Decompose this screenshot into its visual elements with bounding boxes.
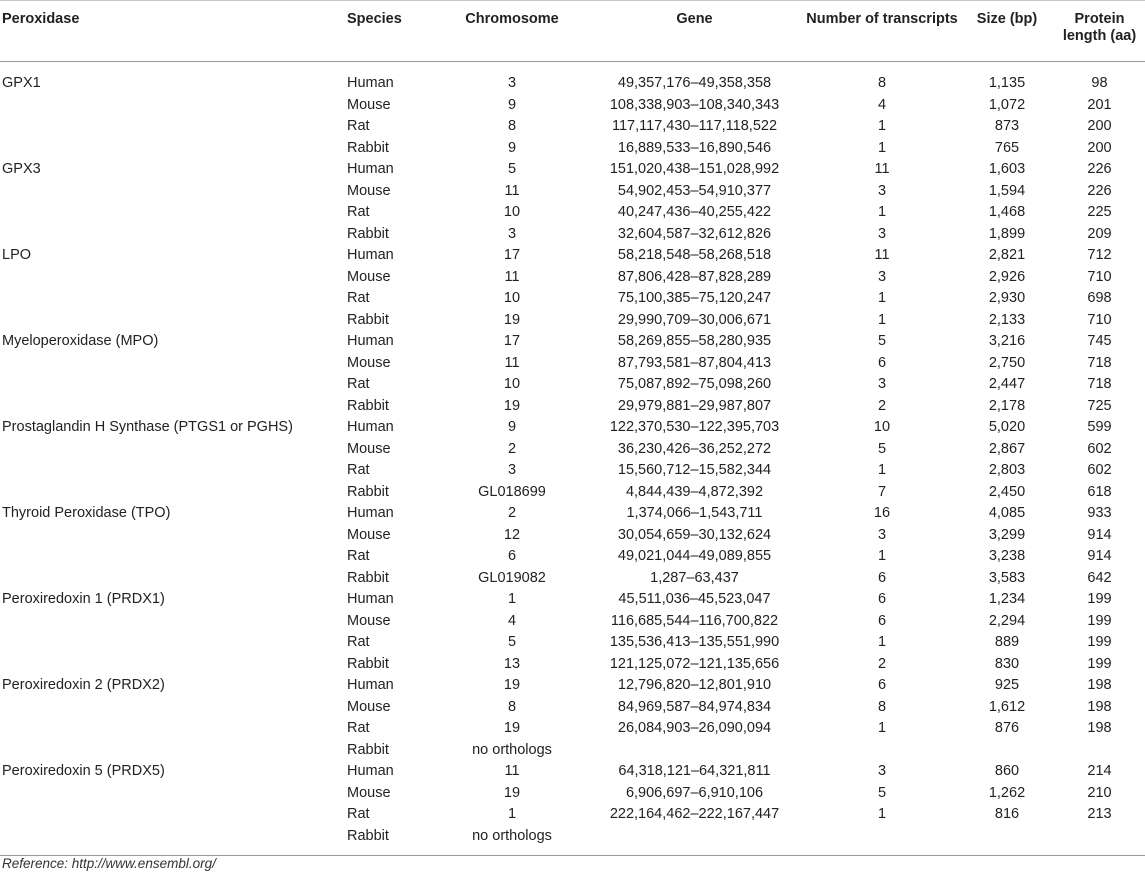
table-row xyxy=(0,568,1145,590)
table-row xyxy=(0,353,1145,375)
chromosome-cell: 4 xyxy=(507,612,517,629)
species-cell: Human xyxy=(347,161,394,177)
gene-cell: 6,906,697–6,910,106 xyxy=(625,784,764,801)
peroxidase-cell xyxy=(0,396,347,418)
gene-cell: 40,247,436–40,255,422 xyxy=(617,204,772,220)
chromosome-cell: 8 xyxy=(507,698,517,715)
species-cell: Mouse xyxy=(347,612,391,629)
table-row xyxy=(0,654,1145,676)
transcripts-cell: 1 xyxy=(877,720,887,736)
gene-cell: 117,117,430–117,118,522 xyxy=(611,118,778,134)
protein-length-cell: 718 xyxy=(1087,354,1112,371)
table-row xyxy=(0,761,1145,783)
gene-cell xyxy=(587,826,802,856)
size-cell: 816 xyxy=(994,806,1020,822)
size-cell: 876 xyxy=(994,720,1020,736)
table-row xyxy=(0,718,1145,740)
gene-cell: 135,536,413–135,551,990 xyxy=(609,634,780,650)
table-row xyxy=(0,202,1145,224)
gene-cell: 1,374,066–1,543,711 xyxy=(626,505,763,521)
species-cell: Mouse xyxy=(347,268,391,285)
species-cell: Mouse xyxy=(347,96,391,113)
protein-length-cell: 226 xyxy=(1087,161,1112,177)
table-row xyxy=(0,245,1145,267)
protein-length-cell: 200 xyxy=(1087,139,1112,156)
transcripts-cell: 3 xyxy=(877,182,887,199)
table-row xyxy=(0,374,1145,396)
size-cell: 860 xyxy=(994,763,1020,779)
species-cell: Human xyxy=(347,591,394,607)
species-cell: Rabbit xyxy=(347,139,389,156)
chromosome-cell: 5 xyxy=(507,634,517,650)
protein-length-cell: 200 xyxy=(1087,118,1112,134)
peroxidase-cell xyxy=(0,181,347,203)
size-cell: 1,072 xyxy=(988,96,1026,113)
size-cell: 5,020 xyxy=(988,419,1026,435)
peroxidase-cell: LPO xyxy=(2,247,32,263)
species-cell: Rat xyxy=(347,118,370,134)
peroxidase-cell xyxy=(0,611,347,633)
chromosome-cell: 12 xyxy=(503,526,521,543)
protein-length-cell: 698 xyxy=(1087,290,1112,306)
table-row xyxy=(0,589,1145,611)
species-cell: Human xyxy=(347,763,394,779)
chromosome-cell: 10 xyxy=(503,290,521,306)
size-cell: 3,299 xyxy=(988,526,1026,543)
col-header-transcripts: Number of transcripts xyxy=(802,1,962,62)
chromosome-cell: 19 xyxy=(503,677,521,693)
gene-cell: 12,796,820–12,801,910 xyxy=(617,677,772,693)
species-cell: Rat xyxy=(347,548,370,564)
protein-length-cell: 725 xyxy=(1087,397,1112,414)
col-header-gene: Gene xyxy=(587,1,802,62)
species-cell: Rat xyxy=(347,720,370,736)
table-row xyxy=(0,525,1145,547)
protein-length-cell: 199 xyxy=(1087,612,1112,629)
transcripts-cell: 1 xyxy=(877,548,887,564)
peroxidase-cell: Peroxiredoxin 5 (PRDX5) xyxy=(2,763,165,779)
transcripts-cell: 3 xyxy=(877,225,887,242)
reference-note: Reference: http://www.ensembl.org/ xyxy=(2,856,216,871)
peroxidase-cell: GPX1 xyxy=(2,75,41,91)
table-row xyxy=(0,460,1145,482)
table-row xyxy=(0,62,1145,95)
transcripts-cell: 1 xyxy=(877,139,887,156)
transcripts-cell: 8 xyxy=(877,698,887,715)
transcripts-cell: 16 xyxy=(873,505,891,521)
peroxidase-cell xyxy=(0,568,347,590)
transcripts-cell: 11 xyxy=(874,161,890,177)
transcripts-cell: 1 xyxy=(877,634,887,650)
chromosome-cell: 17 xyxy=(503,247,521,263)
species-cell: Rabbit xyxy=(347,397,389,414)
species-cell: Rabbit xyxy=(347,483,389,500)
peroxidase-cell xyxy=(0,288,347,310)
species-cell: Rabbit xyxy=(347,569,389,586)
protein-length-cell xyxy=(1052,740,1145,762)
table-row xyxy=(0,181,1145,203)
table-row xyxy=(0,288,1145,310)
chromosome-cell: 19 xyxy=(503,784,521,801)
gene-cell xyxy=(587,740,802,762)
species-cell: Rabbit xyxy=(347,741,389,758)
peroxidase-cell xyxy=(0,654,347,676)
chromosome-cell: 13 xyxy=(503,655,521,672)
table-row xyxy=(0,804,1145,826)
peroxidase-cell xyxy=(0,310,347,332)
protein-length-cell: 618 xyxy=(1087,483,1112,500)
peroxidase-cell: Peroxiredoxin 1 (PRDX1) xyxy=(2,591,165,607)
size-cell: 1,603 xyxy=(988,161,1026,177)
gene-cell: 49,021,044–49,089,855 xyxy=(617,548,772,564)
transcripts-cell: 6 xyxy=(877,612,887,629)
gene-cell: 84,969,587–84,974,834 xyxy=(617,698,772,715)
species-cell: Mouse xyxy=(347,440,391,457)
col-header-peroxidase: Peroxidase xyxy=(0,1,347,62)
size-cell: 889 xyxy=(994,634,1020,650)
gene-cell: 29,990,709–30,006,671 xyxy=(617,311,772,328)
protein-length-cell: 210 xyxy=(1087,784,1112,801)
species-cell: Human xyxy=(347,75,394,91)
size-cell: 1,594 xyxy=(988,182,1026,199)
chromosome-cell: 3 xyxy=(507,75,517,91)
peroxidase-cell xyxy=(0,460,347,482)
species-cell: Rat xyxy=(347,376,370,392)
peroxidase-cell xyxy=(0,116,347,138)
protein-length-cell: 914 xyxy=(1087,526,1112,543)
table-body xyxy=(0,62,1145,856)
size-cell: 1,135 xyxy=(988,75,1026,91)
table-row xyxy=(0,826,1145,856)
table-row xyxy=(0,138,1145,160)
protein-length-cell: 602 xyxy=(1087,440,1112,457)
species-cell: Rabbit xyxy=(347,225,389,242)
transcripts-cell: 8 xyxy=(877,75,887,91)
table-row xyxy=(0,267,1145,289)
chromosome-cell: GL019082 xyxy=(478,569,546,586)
chromosome-cell: 11 xyxy=(504,268,520,285)
peroxidase-cell xyxy=(0,353,347,375)
protein-length-cell: 209 xyxy=(1087,225,1112,242)
transcripts-cell: 1 xyxy=(877,118,887,134)
gene-cell: 54,902,453–54,910,377 xyxy=(617,182,772,199)
chromosome-cell: 11 xyxy=(504,763,520,779)
size-cell: 830 xyxy=(994,655,1020,672)
peroxidase-cell xyxy=(0,718,347,740)
table-row xyxy=(0,783,1145,805)
peroxidase-cell xyxy=(0,374,347,396)
protein-length-cell: 98 xyxy=(1091,75,1108,91)
transcripts-cell: 1 xyxy=(877,311,887,328)
size-cell: 3,238 xyxy=(988,548,1026,564)
transcripts-cell: 5 xyxy=(877,784,887,801)
protein-length-cell: 225 xyxy=(1087,204,1112,220)
transcripts-cell xyxy=(802,826,962,856)
table-row xyxy=(0,632,1145,654)
chromosome-cell: 6 xyxy=(507,548,517,564)
size-cell: 1,468 xyxy=(988,204,1026,220)
table-row xyxy=(0,159,1145,181)
size-cell: 4,085 xyxy=(988,505,1026,521)
protein-length-cell: 201 xyxy=(1087,96,1112,113)
transcripts-cell: 5 xyxy=(877,440,887,457)
protein-length-cell: 213 xyxy=(1087,806,1112,822)
peroxidase-cell xyxy=(0,138,347,160)
transcripts-cell: 3 xyxy=(877,268,887,285)
species-cell: Human xyxy=(347,419,394,435)
gene-cell: 87,793,581–87,804,413 xyxy=(617,354,772,371)
protein-length-cell: 198 xyxy=(1087,720,1112,736)
protein-length-cell: 226 xyxy=(1087,182,1112,199)
protein-length-cell: 642 xyxy=(1087,569,1112,586)
peroxidase-cell xyxy=(0,439,347,461)
gene-cell: 1,287–63,437 xyxy=(650,569,739,586)
species-cell: Rabbit xyxy=(347,311,389,328)
species-cell: Mouse xyxy=(347,784,391,801)
gene-cell: 26,084,903–26,090,094 xyxy=(617,720,772,736)
protein-length-cell: 718 xyxy=(1087,376,1112,392)
chromosome-cell: 17 xyxy=(503,333,521,349)
col-header-chromosome: Chromosome xyxy=(437,1,587,62)
protein-length-cell: 602 xyxy=(1087,462,1112,478)
gene-cell: 36,230,426–36,252,272 xyxy=(617,440,772,457)
species-cell: Rabbit xyxy=(347,655,389,672)
peroxidase-cell xyxy=(0,826,347,856)
gene-cell: 222,164,462–222,167,447 xyxy=(609,806,780,822)
table-row xyxy=(0,396,1145,418)
transcripts-cell: 1 xyxy=(877,462,887,478)
chromosome-cell: 5 xyxy=(507,161,517,177)
chromosome-cell: 19 xyxy=(503,720,521,736)
transcripts-cell: 11 xyxy=(874,247,890,263)
gene-cell: 151,020,438–151,028,992 xyxy=(609,161,780,177)
gene-cell: 87,806,428–87,828,289 xyxy=(617,268,772,285)
peroxidase-cell xyxy=(0,267,347,289)
chromosome-cell: 2 xyxy=(507,440,517,457)
gene-cell: 4,844,439–4,872,392 xyxy=(625,483,764,500)
size-cell: 1,899 xyxy=(988,225,1026,242)
gene-cell: 116,685,544–116,700,822 xyxy=(610,612,779,629)
transcripts-cell: 6 xyxy=(877,569,887,586)
size-cell: 1,234 xyxy=(988,591,1026,607)
protein-length-cell: 712 xyxy=(1087,247,1112,263)
protein-length-cell: 914 xyxy=(1087,548,1112,564)
table-row xyxy=(0,482,1145,504)
protein-length-cell: 933 xyxy=(1087,505,1112,521)
peroxidase-cell: GPX3 xyxy=(2,161,41,177)
size-cell: 2,867 xyxy=(988,440,1026,457)
peroxidase-cell xyxy=(0,95,347,117)
chromosome-cell: 19 xyxy=(503,311,521,328)
chromosome-cell: 3 xyxy=(507,462,517,478)
transcripts-cell: 3 xyxy=(877,763,887,779)
table-row xyxy=(0,675,1145,697)
chromosome-cell: GL018699 xyxy=(478,483,546,500)
species-cell: Mouse xyxy=(347,354,391,371)
protein-length-cell: 710 xyxy=(1087,311,1112,328)
chromosome-cell: no orthologs xyxy=(472,741,552,758)
transcripts-cell: 5 xyxy=(877,333,887,349)
protein-length-cell: 599 xyxy=(1087,419,1112,435)
species-cell: Rabbit xyxy=(347,826,437,856)
transcripts-cell: 2 xyxy=(877,397,887,414)
size-cell xyxy=(962,826,1052,856)
gene-cell: 122,370,530–122,395,703 xyxy=(609,419,780,435)
chromosome-cell: 3 xyxy=(507,225,517,242)
gene-cell: 32,604,587–32,612,826 xyxy=(617,225,772,242)
table-row xyxy=(0,331,1145,353)
size-cell: 2,133 xyxy=(988,311,1026,328)
peroxidase-cell xyxy=(0,482,347,504)
transcripts-cell: 1 xyxy=(877,204,887,220)
table-row xyxy=(0,503,1145,525)
peroxidase-cell xyxy=(0,804,347,826)
col-header-size: Size (bp) xyxy=(962,1,1052,62)
transcripts-cell: 3 xyxy=(877,526,887,543)
size-cell: 2,750 xyxy=(988,354,1026,371)
transcripts-cell: 1 xyxy=(877,806,887,822)
chromosome-cell: 11 xyxy=(504,182,520,199)
peroxidase-cell xyxy=(0,740,347,762)
table-row xyxy=(0,439,1145,461)
chromosome-cell: no orthologs xyxy=(437,826,587,856)
size-cell: 2,450 xyxy=(988,483,1026,500)
size-cell: 2,926 xyxy=(988,268,1026,285)
gene-cell: 30,054,659–30,132,624 xyxy=(617,526,772,543)
size-cell: 2,294 xyxy=(988,612,1026,629)
size-cell: 2,930 xyxy=(988,290,1026,306)
size-cell xyxy=(962,740,1052,762)
table-row xyxy=(0,224,1145,246)
chromosome-cell: 9 xyxy=(507,96,517,113)
peroxidase-cell xyxy=(0,697,347,719)
species-cell: Human xyxy=(347,247,394,263)
species-cell: Rat xyxy=(347,806,370,822)
protein-length-cell: 198 xyxy=(1087,677,1112,693)
size-cell: 3,216 xyxy=(988,333,1026,349)
size-cell: 2,447 xyxy=(988,376,1026,392)
species-cell: Mouse xyxy=(347,698,391,715)
transcripts-cell: 6 xyxy=(877,591,887,607)
col-header-protein-length: Protein length (aa) xyxy=(1052,1,1145,62)
size-cell: 925 xyxy=(994,677,1020,693)
peroxidase-cell: Peroxiredoxin 2 (PRDX2) xyxy=(2,677,165,693)
gene-cell: 45,511,036–45,523,047 xyxy=(618,591,771,607)
table-row xyxy=(0,116,1145,138)
table-row xyxy=(0,310,1145,332)
peroxidase-cell xyxy=(0,546,347,568)
table-row xyxy=(0,417,1145,439)
peroxidase-cell xyxy=(0,202,347,224)
gene-cell: 29,979,881–29,987,807 xyxy=(617,397,772,414)
transcripts-cell: 10 xyxy=(873,419,891,435)
protein-length-cell: 198 xyxy=(1087,698,1112,715)
peroxidase-cell: Prostaglandin H Synthase (PTGS1 or PGHS) xyxy=(2,419,293,435)
species-cell: Human xyxy=(347,505,394,521)
peroxidase-cell xyxy=(0,525,347,547)
table-row xyxy=(0,95,1145,117)
peroxidase-cell xyxy=(0,783,347,805)
size-cell: 2,821 xyxy=(988,247,1026,263)
header-row xyxy=(0,1,1145,62)
chromosome-cell: 1 xyxy=(507,591,517,607)
protein-length-cell xyxy=(1052,826,1145,856)
peroxidase-cell: Myeloperoxidase (MPO) xyxy=(2,333,159,349)
species-cell: Rat xyxy=(347,204,370,220)
table-row xyxy=(0,697,1145,719)
gene-cell: 121,125,072–121,135,656 xyxy=(609,655,780,672)
transcripts-cell: 6 xyxy=(877,354,887,371)
species-cell: Rat xyxy=(347,290,370,306)
transcripts-cell: 4 xyxy=(877,96,887,113)
size-cell: 873 xyxy=(994,118,1020,134)
gene-cell: 75,100,385–75,120,247 xyxy=(617,290,772,306)
size-cell: 1,612 xyxy=(988,698,1026,715)
table-row xyxy=(0,611,1145,633)
gene-cell: 75,087,892–75,098,260 xyxy=(617,376,772,392)
chromosome-cell: 11 xyxy=(504,354,520,371)
transcripts-cell: 7 xyxy=(877,483,887,500)
gene-cell: 15,560,712–15,582,344 xyxy=(617,462,772,478)
protein-length-cell: 745 xyxy=(1087,333,1112,349)
species-cell: Mouse xyxy=(347,182,391,199)
size-cell: 3,583 xyxy=(988,569,1026,586)
peroxidase-cell xyxy=(0,632,347,654)
chromosome-cell: 9 xyxy=(507,419,517,435)
chromosome-cell: 1 xyxy=(507,806,517,822)
gene-cell: 58,218,548–58,268,518 xyxy=(617,247,772,263)
gene-cell: 16,889,533–16,890,546 xyxy=(617,139,772,156)
chromosome-cell: 9 xyxy=(507,139,517,156)
species-cell: Rat xyxy=(347,634,370,650)
protein-length-cell: 199 xyxy=(1087,634,1112,650)
protein-length-cell: 214 xyxy=(1087,763,1112,779)
table-row xyxy=(0,740,1145,762)
chromosome-cell: 8 xyxy=(507,118,517,134)
gene-cell: 64,318,121–64,321,811 xyxy=(618,763,771,779)
species-cell: Mouse xyxy=(347,526,391,543)
peroxidase-cell xyxy=(0,224,347,246)
transcripts-cell xyxy=(802,740,962,762)
protein-length-cell: 199 xyxy=(1087,655,1112,672)
species-cell: Human xyxy=(347,333,394,349)
size-cell: 2,178 xyxy=(988,397,1026,414)
protein-length-cell: 710 xyxy=(1087,268,1112,285)
transcripts-cell: 3 xyxy=(877,376,887,392)
chromosome-cell: 10 xyxy=(503,376,521,392)
peroxidase-cell: Thyroid Peroxidase (TPO) xyxy=(2,505,171,521)
gene-cell: 108,338,903–108,340,343 xyxy=(609,96,780,113)
species-cell: Human xyxy=(347,677,394,693)
gene-cell: 49,357,176–49,358,358 xyxy=(617,75,772,91)
species-cell: Rat xyxy=(347,462,370,478)
protein-length-cell: 199 xyxy=(1087,591,1112,607)
gene-cell: 58,269,855–58,280,935 xyxy=(617,333,772,349)
table-row xyxy=(0,546,1145,568)
col-header-species: Species xyxy=(347,1,437,62)
chromosome-cell: 2 xyxy=(507,505,517,521)
transcripts-cell: 1 xyxy=(877,290,887,306)
chromosome-cell: 10 xyxy=(503,204,521,220)
chromosome-cell: 19 xyxy=(503,397,521,414)
transcripts-cell: 6 xyxy=(877,677,887,693)
size-cell: 765 xyxy=(994,139,1020,156)
transcripts-cell: 2 xyxy=(877,655,887,672)
size-cell: 1,262 xyxy=(988,784,1026,801)
size-cell: 2,803 xyxy=(988,462,1026,478)
